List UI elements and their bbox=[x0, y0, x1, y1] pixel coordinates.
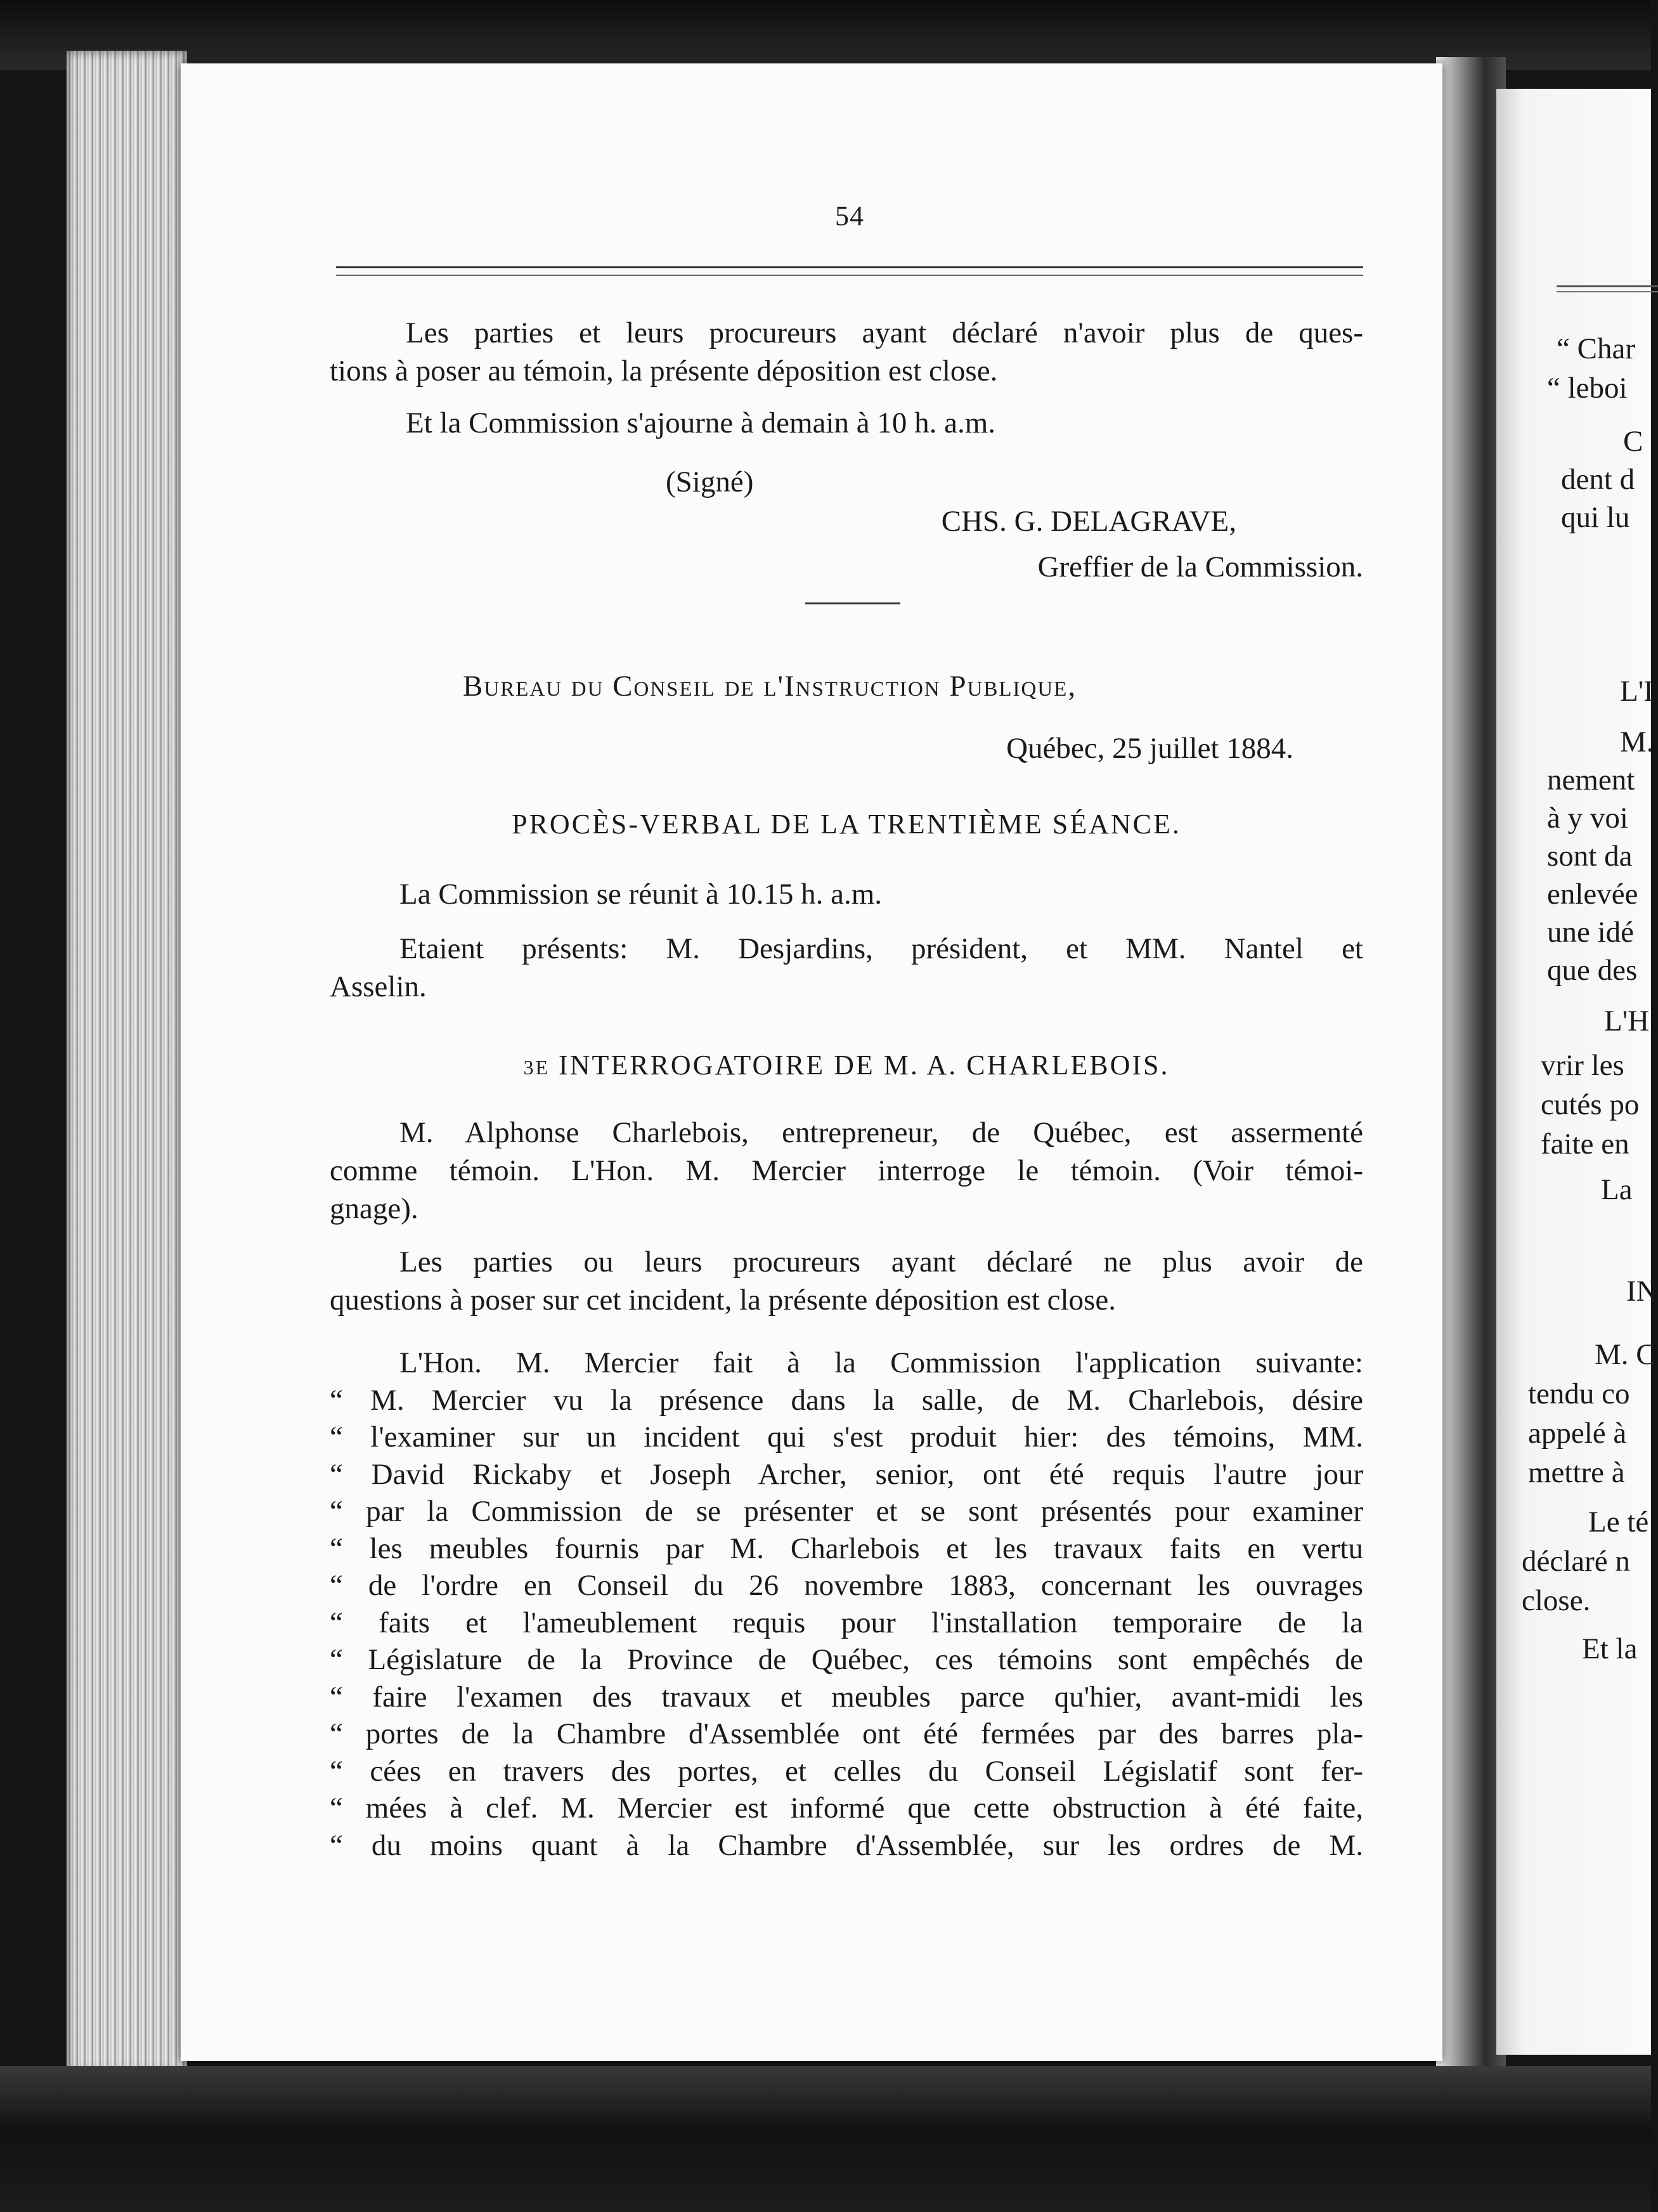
quoted-line: “ faire l'examen des travaux et meubles parce qu'hier, avant-midi les bbox=[330, 1680, 1363, 1714]
text-line: comme témoin. L'Hon. M. Mercier interroge le témoin. (Voir témoi- bbox=[330, 1154, 1363, 1187]
quoted-line: “ David Rickaby et Joseph Archer, senior, ont été requis l'autre jour bbox=[330, 1457, 1363, 1491]
text-line: Et la Commission s'ajourne à demain à 10 h. a.m. bbox=[406, 407, 996, 439]
signed-mark: (Signé) bbox=[666, 465, 754, 498]
proces-verbal-heading: PROCÈS-VERBAL DE LA TRENTIÈME SÉANCE. bbox=[512, 809, 1181, 840]
text-line: questions à poser sur cet incident, la présente déposition est close. bbox=[330, 1284, 1116, 1317]
paragraph-closing-deposition bbox=[330, 314, 1363, 390]
paragraph-parties bbox=[330, 1243, 1363, 1319]
quoted-line: “ Législature de la Province de Québec, ces témoins sont empêchés de bbox=[330, 1643, 1363, 1676]
quoted-line: “ cées en travers des portes, et celles du Conseil Législatif sont fer- bbox=[330, 1754, 1363, 1788]
facing-line: Et la bbox=[1582, 1632, 1638, 1665]
facing-line: qui lu bbox=[1561, 501, 1630, 534]
signer-title: Greffier de la Commission. bbox=[1037, 550, 1363, 583]
facing-line: close. bbox=[1522, 1584, 1591, 1617]
interrogatoire-title: INTERROGATOIRE DE M. A. CHARLEBOIS. bbox=[559, 1050, 1170, 1081]
section-separator bbox=[805, 602, 900, 604]
facing-line: une idé bbox=[1547, 916, 1635, 949]
scan-bottom-edge bbox=[0, 2066, 1651, 2212]
bureau-heading: Bureau du Conseil de l'Instruction Publique, bbox=[463, 670, 1077, 703]
text-line: La Commission se réunit à 10.15 h. a.m. bbox=[399, 878, 883, 911]
book-gutter bbox=[1436, 57, 1506, 2074]
facing-line: C bbox=[1623, 425, 1643, 458]
facing-line: enlevée bbox=[1547, 878, 1638, 911]
facing-line: nement bbox=[1547, 764, 1635, 797]
facing-line: à y voi bbox=[1547, 802, 1628, 835]
scan-top-edge bbox=[0, 0, 1651, 70]
paragraph-adjournment bbox=[330, 404, 1363, 442]
paragraph-application bbox=[330, 1344, 1363, 1864]
text-line: Les parties et leurs procureurs ayant déclaré n'avoir plus de ques- bbox=[406, 316, 1363, 349]
facing-line: sont da bbox=[1547, 840, 1633, 873]
quoted-line: “ de l'ordre en Conseil du 26 novembre 1883, concernant les ouvrages bbox=[330, 1569, 1363, 1602]
quoted-line: “ l'examiner sur un incident qui s'est produit hier: des témoins, MM. bbox=[330, 1421, 1363, 1454]
facing-line: appelé à bbox=[1528, 1417, 1627, 1450]
page-number: 54 bbox=[835, 200, 864, 231]
facing-line: “ leboi bbox=[1547, 372, 1628, 405]
facing-line: cutés po bbox=[1541, 1088, 1640, 1121]
facing-line: mettre à bbox=[1528, 1456, 1625, 1489]
paragraph-temoin bbox=[330, 1114, 1363, 1228]
place-date: Québec, 25 juillet 1884. bbox=[1006, 732, 1293, 765]
paragraph-reunion bbox=[330, 875, 1363, 913]
facing-line: faite en bbox=[1541, 1128, 1629, 1161]
facing-page-rule bbox=[1557, 285, 1658, 292]
facing-line: IN bbox=[1626, 1275, 1658, 1308]
facing-line: “ Char bbox=[1557, 332, 1635, 365]
text-line: gnage). bbox=[330, 1192, 418, 1225]
quoted-line: “ par la Commission de se présenter et se sont présentés pour examiner bbox=[330, 1495, 1363, 1528]
facing-line: tendu co bbox=[1528, 1377, 1630, 1410]
text-line: Les parties ou leurs procureurs ayant déclaré ne plus avoir de bbox=[399, 1246, 1363, 1278]
page-edges-stack bbox=[67, 51, 187, 2074]
interrogatoire-number: 3E bbox=[523, 1056, 550, 1079]
signer-name: CHS. G. DELAGRAVE, bbox=[941, 505, 1236, 538]
interrogatoire-heading bbox=[330, 1046, 1363, 1086]
facing-line: L'H bbox=[1604, 1005, 1650, 1038]
facing-line: Le té bbox=[1588, 1506, 1649, 1539]
quoted-line: “ du moins quant à la Chambre d'Assemblée, sur les ordres de M. bbox=[330, 1828, 1363, 1862]
quoted-line: “ les meubles fournis par M. Charlebois et les travaux faits en vertu bbox=[330, 1532, 1363, 1565]
quoted-line: “ portes de la Chambre d'Assemblée ont été fermées par des barres pla- bbox=[330, 1717, 1363, 1750]
text-line: M. Alphonse Charlebois, entrepreneur, de Québec, est assermenté bbox=[399, 1116, 1363, 1149]
facing-line: dent d bbox=[1561, 463, 1635, 496]
facing-line: déclaré n bbox=[1522, 1545, 1630, 1578]
facing-line: L'I bbox=[1620, 675, 1654, 708]
quoted-line: “ M. Mercier vu la présence dans la salle, de M. Charlebois, désire bbox=[330, 1383, 1363, 1417]
header-double-rule bbox=[336, 266, 1363, 276]
text-line: Asselin. bbox=[330, 970, 427, 1003]
facing-line: que des bbox=[1547, 954, 1638, 987]
facing-line: La bbox=[1601, 1173, 1633, 1206]
facing-line: vrir les bbox=[1541, 1049, 1624, 1082]
facing-line: M. C bbox=[1595, 1338, 1656, 1371]
quoted-line: “ faits et l'ameublement requis pour l'installation temporaire de la bbox=[330, 1606, 1363, 1639]
facing-line: M. bbox=[1620, 725, 1654, 758]
text-line: L'Hon. M. Mercier fait à la Commission l'application suivante: bbox=[399, 1346, 1363, 1379]
text-line: tions à poser au témoin, la présente déposition est close. bbox=[330, 355, 998, 387]
quoted-line: “ mées à clef. M. Mercier est informé que cette obstruction à été faite, bbox=[330, 1792, 1363, 1825]
text-line: Etaient présents: M. Desjardins, président, et MM. Nantel et bbox=[399, 932, 1363, 965]
paragraph-presents bbox=[330, 930, 1363, 1006]
